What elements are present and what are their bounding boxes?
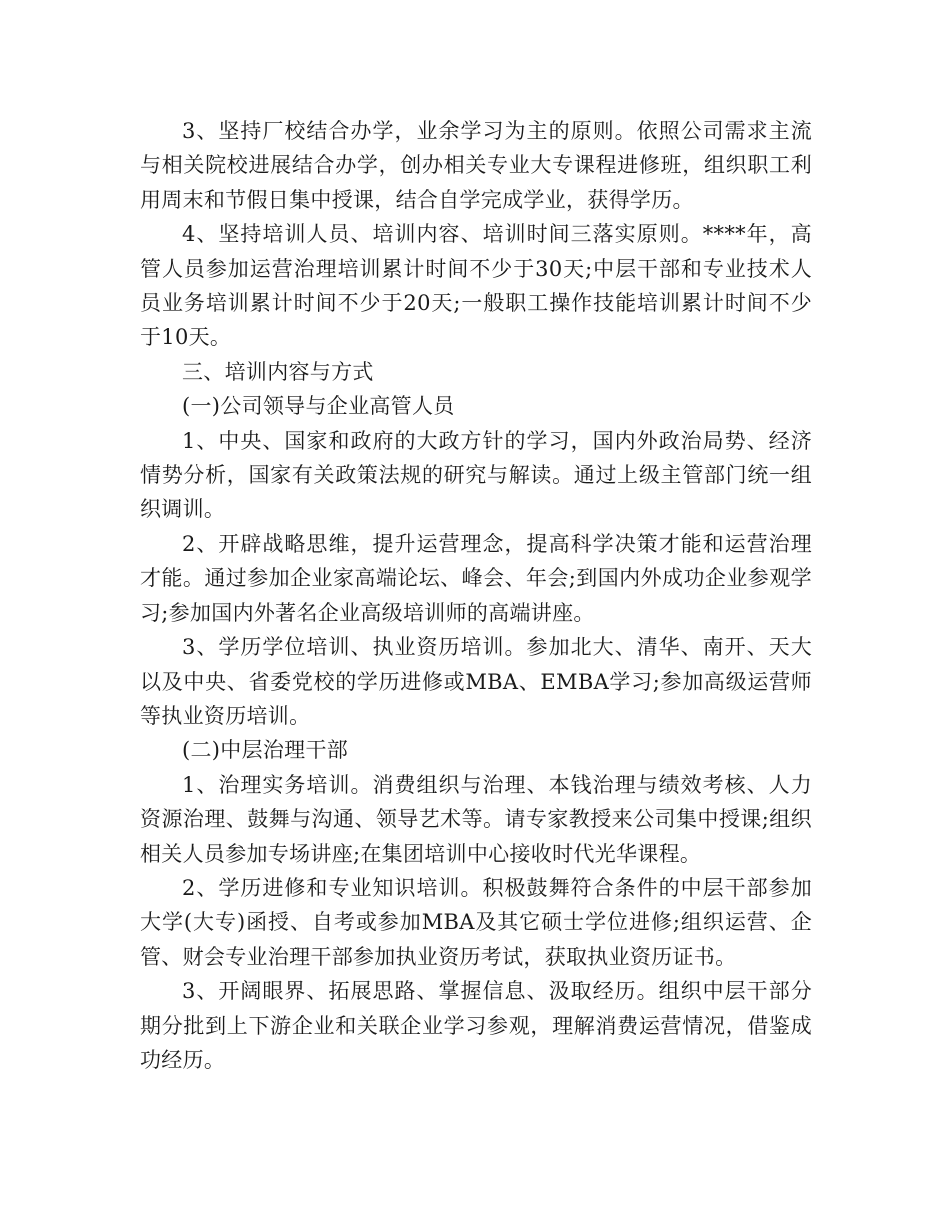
paragraph-exec-2: 2、开辟战略思维，提升运营理念，提高科学决策才能和运营治理才能。通过参加企业家高端论坛、峰会、年会;到国内外成功企业参观学习;参加国内外著名企业高级培训师的高端讲座。 [140,531,812,625]
subsection-heading-1: (一)公司领导与企业高管人员 [182,394,455,419]
paragraph-mid-1: 1、治理实务培训。消费组织与治理、本钱治理与绩效考核、人力资源治理、鼓舞与沟通、领导艺术等。请专家教授来公司集中授课;组织相关人员参加专场讲座;在集团培训中心接收时代光华课程。 [140,772,812,866]
section-heading-3: 三、培训内容与方式 [182,359,374,384]
paragraph-principle-4: 4、坚持培训人员、培训内容、培训时间三落实原则。****年，高管人员参加运营治理培训累计时间不少于30天;中层干部和专业技术人员业务培训累计时间不少于20天;一般职工操作技能培训累计时间不少于10天。 [140,222,812,350]
paragraph-exec-1: 1、中央、国家和政府的大政方针的学习，国内外政治局势、经济情势分析，国家有关政策法规的研究与解读。通过上级主管部门统一组织调训。 [140,428,812,522]
document-body [140,114,812,1077]
paragraph-principle-3: 3、坚持厂校结合办学，业余学习为主的原则。依照公司需求主流与相关院校进展结合办学，创办相关专业大专课程进修班，组织职工利用周末和节假日集中授课，结合自学完成学业，获得学历。 [140,119,812,212]
paragraph-exec-3: 3、学历学位培训、执业资历培训。参加北大、清华、南开、天大以及中央、省委党校的学历进修或MBA、EMBA学习;参加高级运营师等执业资历培训。 [140,635,812,728]
paragraph-mid-2: 2、学历进修和专业知识培训。积极鼓舞符合条件的中层干部参加大学(大专)函授、自考或参加MBA及其它硕士学位进修;组织运营、企管、财会专业治理干部参加执业资历考试，获取执业资历证书。 [140,875,812,969]
paragraph-mid-3: 3、开阔眼界、拓展思路、掌握信息、汲取经历。组织中层干部分期分批到上下游企业和关联企业学习参观，理解消费运营情况，借鉴成功经历。 [140,979,812,1072]
subsection-heading-2: (二)中层治理干部 [182,738,349,763]
